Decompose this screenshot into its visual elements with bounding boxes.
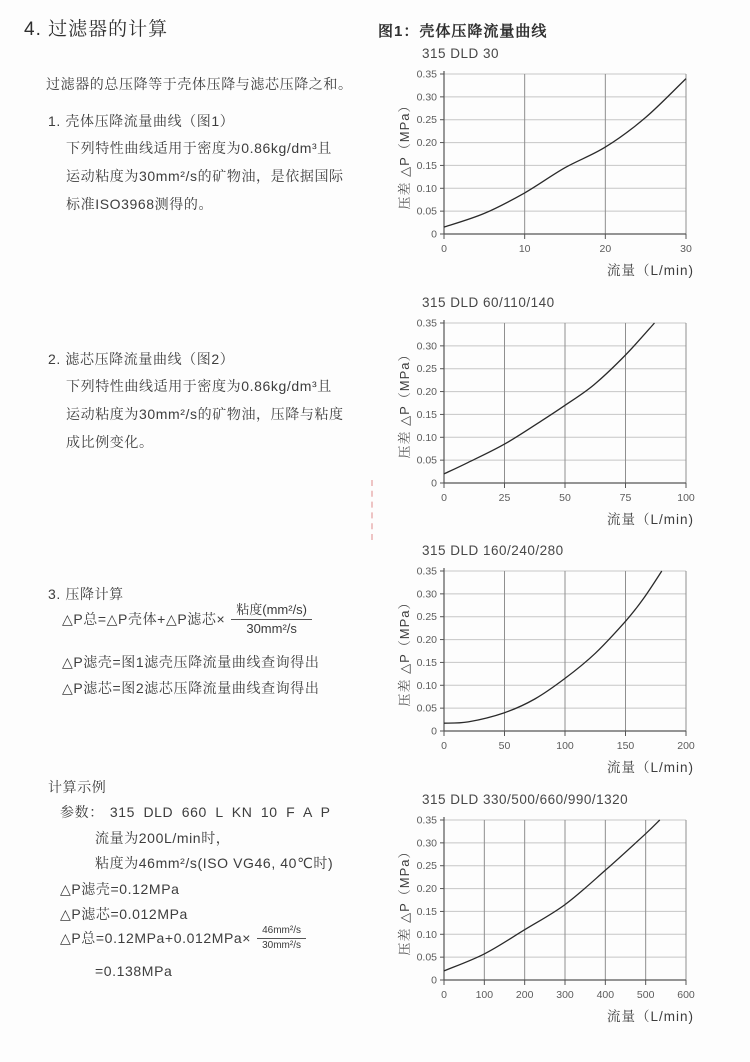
section-2-line-1: 下列特性曲线适用于密度为0.86kg/dm³且 — [66, 378, 332, 394]
line-chart-svg — [396, 66, 736, 280]
example-heading: 计算示例 — [48, 779, 107, 795]
y-axis-title: 压差 △P（MPa） — [397, 595, 412, 707]
x-tick-label: 30 — [680, 243, 692, 255]
example-dp-result: =0.138MPa — [95, 963, 173, 979]
chart-4-plot — [396, 812, 736, 1031]
param-value: 315 DLD 660 L KN 10 F A P — [109, 804, 331, 820]
x-tick-label: 0 — [441, 989, 447, 1001]
x-tick-label: 0 — [441, 740, 447, 752]
section-2-heading: 2. 滤芯压降流量曲线（图2） — [48, 351, 235, 367]
x-tick-label: 400 — [596, 989, 615, 1001]
y-tick-label: 0.20 — [416, 137, 437, 150]
section-1-line-1: 下列特性曲线适用于密度为0.86kg/dm³且 — [66, 140, 332, 156]
chart-315-dld-330-500-660-990-1320 — [396, 792, 736, 1040]
x-axis-title: 流量（L/min) — [606, 512, 694, 527]
x-tick-label: 200 — [677, 740, 695, 752]
section-1-line-2: 运动粘度为30mm²/s的矿物油，是依据国际 — [66, 168, 344, 184]
y-tick-label: 0.10 — [416, 928, 437, 941]
example-dp-housing: △P滤壳=0.12MPa — [60, 881, 180, 897]
y-tick-label: 0.20 — [416, 634, 437, 647]
x-axis-title: 流量（L/min) — [606, 263, 694, 278]
x-tick-label: 20 — [599, 243, 612, 255]
example-dp-total — [60, 925, 306, 952]
chart-315-dld-30 — [396, 46, 736, 294]
page-title: 4. 过滤器的计算 — [24, 19, 169, 40]
intro-text: 过滤器的总压降等于壳体压降与滤芯压降之和。 — [46, 76, 353, 92]
chart-1-subtitle: 315 DLD 30 — [422, 46, 500, 61]
line-chart-svg — [396, 563, 736, 777]
y-tick-label: 0.30 — [416, 588, 437, 601]
x-tick-label: 300 — [556, 989, 574, 1001]
y-tick-label: 0.35 — [416, 317, 437, 330]
chart-315-dld-160-240-280 — [396, 543, 736, 791]
x-tick-label: 100 — [556, 740, 574, 752]
y-tick-label: 0.35 — [416, 814, 437, 827]
formula-numerator: 粘度(mm²/s) — [231, 602, 312, 620]
pressure-drop-curve — [444, 79, 686, 228]
y-tick-label: 0.10 — [416, 182, 437, 195]
x-tick-label: 500 — [636, 989, 655, 1001]
example-dp-element: △P滤芯=0.012MPa — [60, 906, 188, 922]
chart-1-plot — [396, 66, 736, 285]
y-tick-label: 0.25 — [416, 363, 437, 376]
y-tick-label: 0.05 — [416, 205, 437, 218]
y-tick-label: 0 — [431, 228, 437, 241]
chart-4-subtitle: 315 DLD 330/500/660/990/1320 — [422, 792, 629, 807]
chart-2-plot — [396, 315, 736, 534]
dp-total-numerator: 46mm²/s — [257, 925, 306, 939]
y-tick-label: 0.35 — [416, 565, 437, 578]
y-tick-label: 0.05 — [416, 702, 437, 715]
y-tick-label: 0.30 — [416, 91, 437, 104]
x-axis-title: 流量（L/min) — [606, 760, 694, 775]
x-tick-label: 100 — [475, 989, 494, 1001]
chart-2-subtitle: 315 DLD 60/110/140 — [422, 295, 555, 310]
figure-1-header: 图1：壳体压降流量曲线 — [378, 23, 548, 40]
y-tick-label: 0.15 — [416, 905, 437, 918]
line-chart-svg — [396, 315, 736, 529]
y-axis-title: 压差 △P（MPa） — [397, 347, 412, 459]
dp-total-denominator: 30mm²/s — [262, 940, 301, 951]
example-parameters — [60, 803, 331, 822]
y-tick-label: 0.10 — [416, 679, 437, 692]
section-1-heading: 1. 壳体压降流量曲线（图1） — [48, 113, 235, 129]
y-tick-label: 0.05 — [416, 951, 437, 964]
chart-315-dld-60-110-140 — [396, 295, 736, 543]
y-tick-label: 0.25 — [416, 860, 437, 873]
y-axis-title: 压差 △P（MPa） — [397, 98, 412, 210]
y-tick-label: 0.20 — [416, 883, 437, 896]
y-tick-label: 0 — [431, 477, 437, 490]
y-tick-label: 0.05 — [416, 454, 437, 467]
formula-fraction — [231, 602, 312, 638]
x-tick-label: 200 — [515, 989, 534, 1001]
x-tick-label: 600 — [677, 989, 695, 1001]
x-tick-label: 100 — [677, 492, 695, 504]
y-tick-label: 0 — [431, 974, 437, 987]
example-flow-line: 流量为200L/min时， — [95, 830, 231, 846]
x-tick-label: 50 — [498, 740, 511, 752]
section-3-note-2: △P滤芯=图2滤芯压降流量曲线查询得出 — [62, 680, 320, 696]
y-tick-label: 0.15 — [416, 159, 437, 172]
scan-artifact-mark — [371, 480, 373, 540]
section-2-line-3: 成比例变化。 — [66, 434, 154, 450]
y-tick-label: 0.15 — [416, 408, 437, 421]
y-axis-title: 压差 △P（MPa） — [397, 844, 412, 956]
formula-prefix: △P总=△P壳体+△P滤芯× — [62, 611, 226, 628]
section-3-heading: 3. 压降计算 — [48, 586, 124, 602]
dp-total-fraction — [257, 925, 306, 952]
section-1-line-3: 标准ISO3968测得的。 — [66, 196, 214, 212]
x-tick-label: 0 — [441, 243, 447, 255]
y-tick-label: 0.10 — [416, 431, 437, 444]
y-tick-label: 0.30 — [416, 340, 437, 353]
y-tick-label: 0.20 — [416, 386, 437, 399]
example-viscosity-line: 粘度为46mm²/s(ISO VG46, 40℃时) — [95, 855, 334, 871]
y-tick-label: 0 — [431, 725, 437, 738]
dp-total-prefix: △P总=0.12MPa+0.012MPa× — [60, 930, 252, 947]
y-tick-label: 0.30 — [416, 837, 437, 850]
chart-3-subtitle: 315 DLD 160/240/280 — [422, 543, 564, 558]
x-tick-label: 0 — [441, 492, 447, 504]
formula-denominator: 30mm²/s — [246, 621, 297, 637]
y-tick-label: 0.25 — [416, 114, 437, 127]
section-3-note-1: △P滤壳=图1滤壳压降流量曲线查询得出 — [62, 654, 320, 670]
line-chart-svg — [396, 812, 736, 1026]
x-tick-label: 75 — [619, 492, 632, 504]
chart-3-plot — [396, 563, 736, 782]
y-tick-label: 0.35 — [416, 68, 437, 81]
x-axis-title: 流量（L/min) — [606, 1009, 694, 1024]
pressure-drop-formula — [62, 602, 312, 638]
x-tick-label: 10 — [518, 243, 531, 255]
y-tick-label: 0.15 — [416, 656, 437, 669]
x-tick-label: 50 — [559, 492, 571, 504]
param-label: 参数： — [60, 804, 104, 820]
y-tick-label: 0.25 — [416, 611, 437, 624]
x-tick-label: 25 — [498, 492, 511, 504]
section-2-line-2: 运动粘度为30mm²/s的矿物油，压降与粘度 — [66, 406, 344, 422]
x-tick-label: 150 — [616, 740, 635, 752]
